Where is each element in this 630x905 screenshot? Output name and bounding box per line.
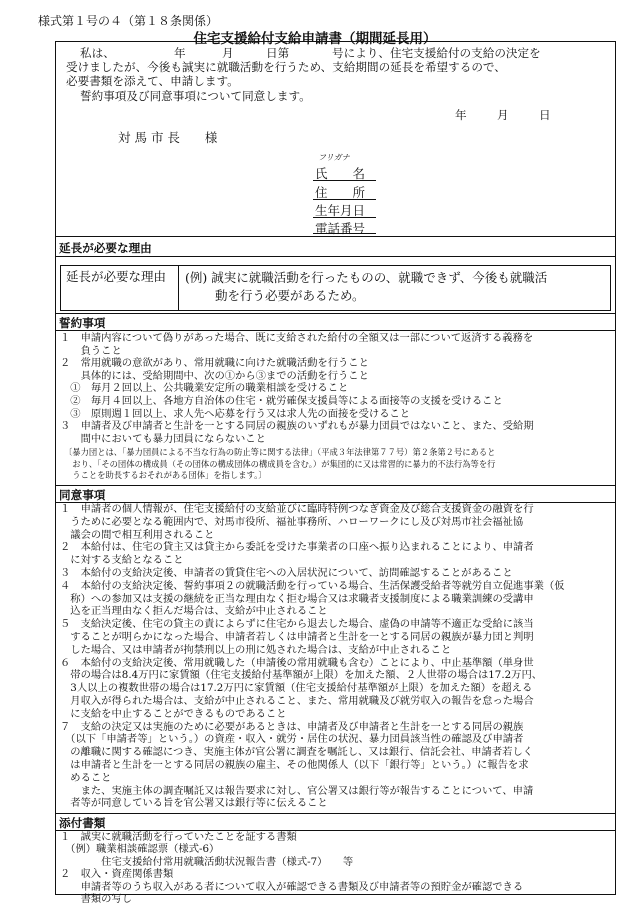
reason-label: 延長が必要な理由 <box>66 269 167 284</box>
intro-prefix: 私は、 <box>80 46 115 60</box>
address-label: 住 所 <box>315 185 366 200</box>
consent-list <box>60 503 614 810</box>
pledge-line: ３ 申請者及び申請者と生計を一とする同居の親族のいずれもが暴力団員ではないこと、また、受給期 <box>60 420 534 433</box>
consent-line: することが明らかになった場合、申請者若しくは申請者と生計を一とする同居の親族が暴力団と判明 <box>60 630 534 643</box>
pledge-list <box>60 332 614 445</box>
addressee: 対 馬 市 長 様 <box>118 130 218 145</box>
consent-line: ２ 本給付は、住宅の貸主又は貸主から委託を受けた事業者の口座へ振り込まれることにより、申請者 <box>60 541 534 554</box>
consent-line: 称）への参加又は支援の継続を正当な理由なく拒む場合又は求職者支援制度による職業訓練の受講申 <box>60 592 534 605</box>
consent-line: の離職に関する確認につき、実施主体が官公署に調査を嘱託し、又は銀行、信託会社、申請者若しく <box>60 746 534 759</box>
reason-text-2: 動を行う必要があるため。 <box>215 288 365 303</box>
pledge-line: ① 毎月２回以上、公共職業安定所の職業相談を受けること <box>60 382 349 395</box>
consent-line: 月収入が得られた場合は、支給が中止されること、また、常用就職及び就労収入の報告を怠った場合 <box>60 694 534 707</box>
name-label: 氏 名 <box>315 166 366 181</box>
reason-box-divider <box>178 265 179 311</box>
intro-line-4: 誓約事項及び同意事項について同意します。 <box>80 89 311 103</box>
consent-line: に対する支給となること <box>60 554 184 567</box>
consent-line: した場合、又は申請者が拘禁刑以上の刑に処された場合は、支給が中止されること <box>60 643 452 656</box>
pledge-line: ③ 原則週１回以上、求人先へ応募を行う又は求人先の面接を受けること <box>60 407 411 420</box>
divider-pledge-top <box>55 313 616 314</box>
intro-line-2: 受けましたが、今後も誠実に就職活動を行うため、支給期間の延長を希望するので、 <box>66 60 506 74</box>
consent-line: に支給を中止することができるものであること <box>60 707 287 720</box>
pledge-line: 負うこと <box>60 344 122 357</box>
consent-line: 3人以上の複数世帯の場合は17.2万円に家賃額（住宅支援給付基準額が上限）を加えた額）を超える <box>60 682 533 695</box>
date-day: 日 <box>539 108 551 122</box>
reason-heading: 延長が必要な理由 <box>59 241 152 255</box>
consent-line: は申請者と生計を一とする同居の親族の雇主、その他関係人（以下「銀行等」という。）に報告を求 <box>60 758 529 771</box>
date-month: 月 <box>497 108 509 122</box>
consent-line: 帯の場合は8.4万円に家賃額（住宅支援給付基準額が上限）を加えた額、２人世帯の場合は17.2万円、 <box>60 669 543 682</box>
pledge-line: ② 毎月４回以上、各地方自治体の住宅・就労確保支援員等による面接等の支援を受けること <box>60 394 503 407</box>
intro-day: 日第 <box>266 46 290 60</box>
attachment-line: 申請者等のうち収入がある者について収入が確認できる書類及び申請者等の預貯金が確認できる <box>60 880 524 893</box>
consent-line: ３ 本給付の支給決定後、申請者の賃貸住宅への入居状況について、訪問確認することがあること <box>60 566 513 579</box>
attachments-list <box>60 831 614 905</box>
pledge-line: ２ 常用就職の意欲があり、常用就職に向けた就職活動を行うこと <box>60 357 369 370</box>
consent-line: ７ 支給の決定又は実施のために必要があるときは、申請者及び申請者と生計を一とする同居の親族 <box>60 720 524 733</box>
pledge-line: 具体的には、受給期間中、次の①から③までの活動を行うこと <box>60 369 369 382</box>
attachments-heading: 添付書類 <box>59 816 106 830</box>
pledge-heading: 誓約事項 <box>59 316 106 330</box>
consent-line: 議会の間で相互利用されること <box>60 528 215 541</box>
phone-underline <box>313 233 376 234</box>
divider-reason-top <box>55 236 616 237</box>
pledge-line: 間中においても暴力団員にならないこと <box>60 432 266 445</box>
pledge-note-line: うことを助長するおそれがある団体」を指します。〕 <box>64 470 267 480</box>
intro-year: 年 <box>174 46 186 60</box>
consent-line: ６ 本給付の支給決定後、常用就職した（申請後の常用就職も含む）ことにより、中止基準額（単身世 <box>60 656 534 669</box>
divider-pledge-heading <box>55 330 616 331</box>
pledge-note-line: おり、「その団体の構成員（その団体の構成団体の構成員を含む。）が集団的に又は常習的に暴力的不法行為等を行 <box>64 458 496 469</box>
consent-line: うために必要となる範囲内で、対馬市役所、福祉事務所、ハローワークにし及び対馬市社会福祉協 <box>60 515 524 528</box>
pledge-line: １ 申請内容について偽りがあった場合、既に支給された給付の全額又は一部について返済する義務を <box>60 332 534 344</box>
attachment-line: 書類の写し <box>60 893 133 905</box>
consent-line: 込を正当理由なく拒んだ場合は、支給が中止されること <box>60 605 328 618</box>
furigana-label: フリガナ <box>318 153 350 162</box>
name-underline <box>313 180 376 181</box>
pledge-note-line: 〔暴力団とは、「暴力団員による不当な行為の防止等に関する法律」（平成３年法律第７７号）第２条第２号にあると <box>64 447 496 457</box>
date-year: 年 <box>455 108 467 122</box>
consent-line: （以下「申請者等」という。）の資産・収入・就労・居住の状況、暴力団員該当性の確認及び申請者 <box>60 733 524 746</box>
attachment-line: 住宅支援給付常用就職活動状況報告書（様式-7） 等 <box>60 855 354 868</box>
consent-line: ４ 本給付の支給決定後、誓約事項２の就職活動を行っている場合、生活保護受給者等就労自立促進事業（仮 <box>60 579 565 592</box>
intro-month: 月 <box>222 46 234 60</box>
intro-line-3: 必要書類を添えて、申請します。 <box>66 74 239 88</box>
intro-number-suffix: 号により、住宅支援給付の支給の決定を <box>332 46 541 60</box>
consent-line: めること <box>60 771 112 784</box>
address-underline <box>313 199 376 200</box>
consent-line: 者等が同意している旨を官公署又は銀行等に伝えること <box>60 797 328 810</box>
divider-consent-top <box>55 485 616 486</box>
attachment-line: １ 誠実に就職活動を行っていたことを証する書類 <box>60 831 297 843</box>
intro-block <box>80 46 610 60</box>
divider-reason-heading <box>55 256 616 257</box>
document-title: 住宅支援給付支給申請書（期間延長用） <box>193 31 437 47</box>
reason-text-1: (例) 誠実に就職活動を行ったものの、就職できず、今後も就職活 <box>185 270 548 285</box>
consent-heading: 同意事項 <box>59 488 106 502</box>
consent-line: １ 申請者の個人情報が、住宅支援給付の支給並びに臨時特例つなぎ資金及び総合支援資金の融資を行 <box>60 503 534 515</box>
pledge-note <box>64 447 614 482</box>
attachment-line: （例）職業相談確認票（様式-6） <box>60 843 220 856</box>
birth-date-underline <box>313 217 376 218</box>
birth-date-label: 生年月日 <box>315 203 366 218</box>
phone-label: 電話番号 <box>315 221 366 236</box>
form-number: 様式第１号の４（第１８条関係） <box>38 14 219 28</box>
attachment-line: ２ 収入・資産関係書類 <box>60 868 174 881</box>
consent-line: また、実施主体の調査嘱託又は報告要求に対し、官公署又は銀行等が報告することについて、申請 <box>60 784 534 797</box>
divider-attach-top <box>55 813 616 814</box>
consent-line: ５ 支給決定後、住宅の貸主の責によらずに住宅から退去した場合、虚偽の申請等不適正な受給に該当 <box>60 618 534 631</box>
